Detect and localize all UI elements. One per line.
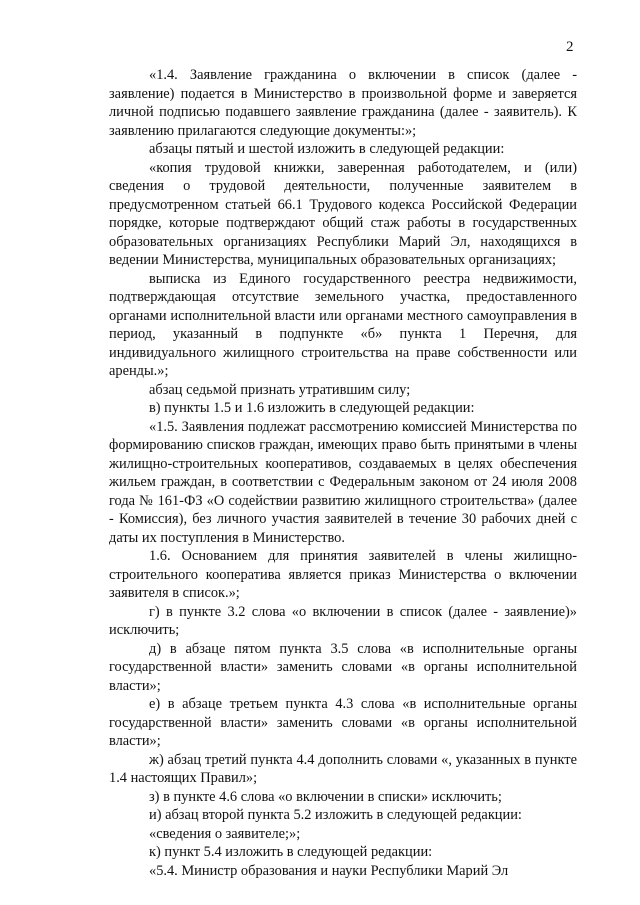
- document-body: [109, 66, 577, 880]
- paragraph: ж) абзац третий пункта 4.4 дополнить словами «, указанных в пункте 1.4 настоящих Правил»;: [109, 751, 577, 786]
- paragraph: выписка из Единого государственного реестра недвижимости, подтверждающая отсутствие земельного участка, предоставленного органами исполнительной власти или органами местного самоуправления в период, указанный в подпункте «б» пункта 1 Перечня, для индивидуального жилищного строительства на праве собственности или аренды.»;: [109, 270, 577, 379]
- paragraph: «1.4. Заявление гражданина о включении в список (далее - заявление) подается в Министерство в произвольной форме и заверяется личной подписью подавшего заявление гражданина (далее - заявитель). К заявлению прилагаются следующие документы:»;: [109, 67, 577, 139]
- paragraph: «сведения о заявителе;»;: [149, 825, 301, 842]
- paragraph: д) в абзаце пятом пункта 3.5 слова «в исполнительные органы государственной власти» заменить словами «в органы исполнительной власти»;: [109, 640, 577, 694]
- paragraph: е) в абзаце третьем пункта 4.3 слова «в исполнительные органы государственной власти» заменить словами «в органы исполнительной власти»;: [109, 696, 577, 749]
- paragraph: «5.4. Министр образования и науки Республики Марий Эл: [149, 862, 509, 879]
- paragraph: в) пункты 1.5 и 1.6 изложить в следующей редакции:: [149, 400, 475, 416]
- paragraph: «1.5. Заявления подлежат рассмотрению комиссией Министерства по формированию списков граждан, имеющих право быть принятыми в члены жилищно-строительных кооперативов, создаваемых в целях обеспечения жильем граждан, в соответствии с Федеральным законом от 24 июля 2008 года № 161-ФЗ «О содействии развитию жилищного строительства» (далее - Комиссия), без личного участия заявителей в течение 30 рабочих дней с даты их поступления в Министерство.: [109, 418, 577, 546]
- paragraph: 1.6. Основанием для принятия заявителей в члены жилищно-строительного кооператива является приказ Министерства о включении заявителя в список.»;: [109, 548, 577, 601]
- paragraph: к) пункт 5.4 изложить в следующей редакции:: [149, 844, 433, 860]
- page-number: 2: [566, 39, 574, 55]
- paragraph: «копия трудовой книжки, заверенная работодателем, и (или) сведения о трудовой деятельности, полученные заявителем в предусмотренном статьей 66.1 Трудового кодекса Российской Федерации порядке, которые подтверждают общий стаж работы в государственных образовательных организациях Республики Марий Эл, находящихся в ведении Министерства, муниципальных образовательных организациях;: [109, 159, 577, 268]
- paragraph: абзац седьмой признать утратившим силу;: [149, 381, 411, 398]
- paragraph: абзацы пятый и шестой изложить в следующей редакции:: [149, 141, 505, 157]
- paragraph: и) абзац второй пункта 5.2 изложить в следующей редакции:: [149, 807, 522, 823]
- paragraph: з) в пункте 4.6 слова «о включении в списки» исключить;: [149, 788, 502, 805]
- paragraph: г) в пункте 3.2 слова «о включении в список (далее - заявление)» исключить;: [109, 603, 577, 638]
